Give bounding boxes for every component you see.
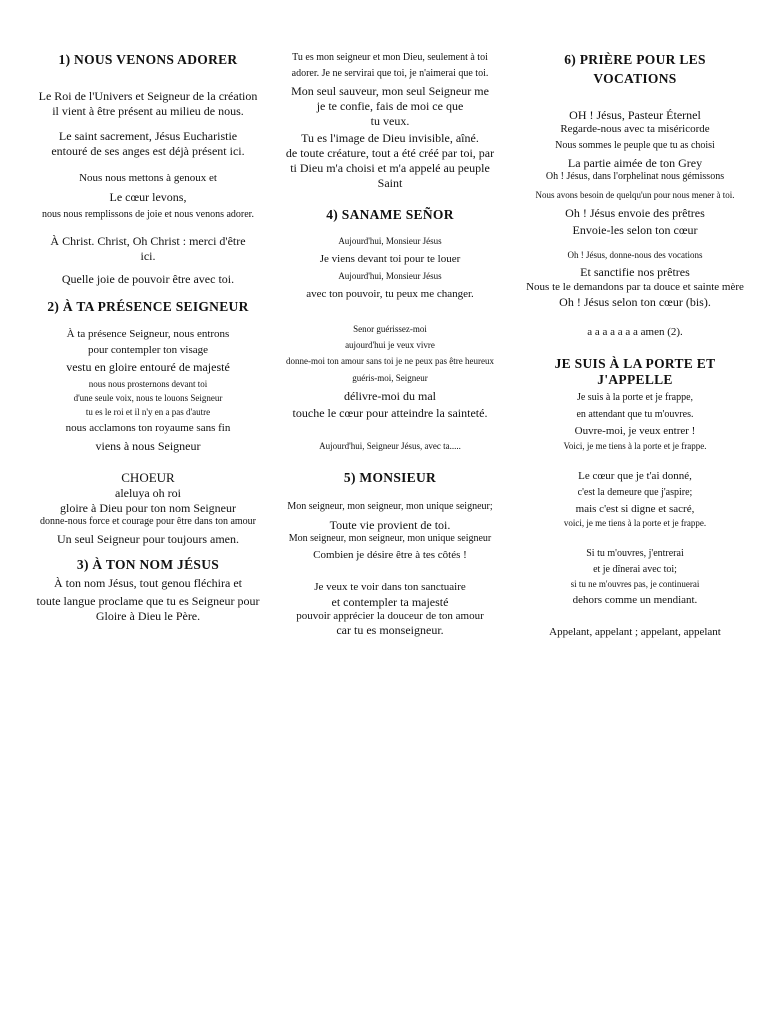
text-line: Envoie-les selon ton cœur bbox=[572, 222, 698, 237]
text-line: tu es le roi et il n'y en a pas d'autre bbox=[85, 407, 211, 417]
text-line: Aujourd'hui, Monsieur Jésus bbox=[338, 235, 442, 246]
text-line: Appelant, appelant ; appelant, appelant bbox=[549, 625, 721, 638]
text-line: Mon seigneur, mon seigneur, mon unique seigneur; bbox=[287, 501, 493, 512]
text-line: viens à nous Seigneur bbox=[95, 439, 201, 453]
heading-monsieur: 5) MONSIEUR bbox=[343, 470, 437, 486]
text-line: Et sanctifie nos prêtres bbox=[580, 265, 690, 279]
text-line: Je suis à la porte et je frappe, bbox=[576, 392, 694, 404]
text-line: gloire à Dieu pour ton nom Seigneur bbox=[60, 501, 236, 516]
heading-je-suis-a-la-porte: JE SUIS À LA PORTE ET bbox=[554, 355, 716, 371]
text-line: La partie aimée de ton Grey bbox=[567, 156, 703, 170]
text-line: Un seul Seigneur pour toujours amen. bbox=[57, 531, 239, 546]
text-line: Je veux te voir dans ton sanctuaire bbox=[314, 580, 466, 593]
column-3 bbox=[524, 48, 746, 639]
text-line: vestu en gloire entouré de majesté bbox=[66, 359, 230, 374]
text-line: Toute vie provient de toi. bbox=[329, 517, 451, 532]
text-line: Si tu m'ouvres, j'entrerai bbox=[586, 547, 684, 559]
text-line: Combien je désire être à tes côtés ! bbox=[313, 549, 467, 561]
text-line: Aujourd'hui, Seigneur Jésus, avec ta..... bbox=[319, 440, 461, 451]
text-line: a a a a a a a amen (2). bbox=[587, 325, 683, 338]
text-line: À Christ. Christ, Oh Christ : merci d'être bbox=[50, 234, 246, 249]
heading-priere-pour-les-vocations-line2: VOCATIONS bbox=[593, 70, 677, 86]
text-line: Oh ! Jésus, donne-nous des vocations bbox=[567, 249, 703, 260]
heading-je-suis-a-la-porte-line2: J'APPELLE bbox=[597, 372, 673, 388]
heading-a-ton-nom-jesus: 3) À TON NOM JÉSUS bbox=[76, 556, 220, 572]
text-line: car tu es monseigneur. bbox=[336, 623, 444, 638]
heading-nous-venons-adorer: 1) NOUS VENONS ADORER bbox=[58, 52, 238, 67]
text-line: Mon seigneur, mon seigneur, mon unique seigneur bbox=[288, 532, 492, 544]
text-line: OH ! Jésus, Pasteur Éternel bbox=[569, 107, 701, 122]
text-line: il vient à être présent au milieu de nous. bbox=[52, 103, 244, 118]
text-line: À ton nom Jésus, tout genou fléchira et bbox=[54, 575, 242, 590]
text-line: si tu ne m'ouvres pas, je continuerai bbox=[570, 578, 700, 589]
text-line: adorer. Je ne servirai que toi, je n'aimerai que toi. bbox=[291, 67, 489, 79]
text-line: Ouvre-moi, je veux entrer ! bbox=[574, 425, 696, 438]
text-line: Nous sommes le peuple que tu as choisi bbox=[555, 139, 715, 151]
text-line: je te confie, fais de moi ce que bbox=[316, 99, 464, 113]
text-line: pouvoir apprécier la douceur de ton amour bbox=[296, 609, 484, 622]
text-line: nous nous prosternons devant toi bbox=[88, 378, 208, 389]
text-line: dehors comme un mendiant. bbox=[572, 593, 698, 606]
text-line: guéris-moi, Seigneur bbox=[352, 372, 428, 383]
heading-priere-pour-les-vocations: 6) PRIÈRE POUR LES bbox=[564, 52, 706, 67]
text-line: Regarde-nous avec ta miséricorde bbox=[560, 122, 710, 135]
text-line: Oh ! Jésus selon ton cœur (bis). bbox=[559, 294, 711, 309]
text-line: ici. bbox=[140, 249, 156, 264]
text-line: Oh ! Jésus, dans l'orphelinat nous gémissons bbox=[545, 171, 725, 182]
text-line: aujourd'hui je veux vivre bbox=[345, 340, 435, 351]
heading-a-ta-presence-seigneur: 2) À TA PRÉSENCE SEIGNEUR bbox=[47, 299, 249, 315]
text-line: touche le cœur pour atteindre la sainteté. bbox=[292, 405, 488, 420]
choeur-label: CHOEUR bbox=[121, 470, 175, 485]
text-line: ti Dieu m'a choisi et m'a appelé au peuple bbox=[290, 161, 490, 175]
text-line: Tu es l'image de Dieu invisible, aîné. bbox=[301, 131, 479, 145]
text-line: entouré de ses anges est déjà présent ici. bbox=[51, 143, 245, 158]
column-1 bbox=[28, 48, 268, 624]
text-line: et je dînerai avec toi; bbox=[593, 564, 677, 575]
text-line: Tu es mon seigneur et mon Dieu, seulement à toi bbox=[292, 52, 488, 63]
text-line: Nous nous mettons à genoux et bbox=[79, 171, 217, 184]
text-line: Le cœur levons, bbox=[109, 189, 187, 204]
text-line: Senor guérissez-moi bbox=[353, 323, 427, 334]
text-line: Le cœur que je t'ai donné, bbox=[578, 470, 692, 483]
text-line: voici, je me tiens à la porte et je frappe. bbox=[563, 518, 707, 529]
text-line: donne-nous force et courage pour être dans ton amour bbox=[39, 516, 257, 528]
text-line: nous acclamons ton royaume sans fin bbox=[65, 422, 231, 435]
text-line: de toute créature, tout a été créé par toi, par bbox=[285, 146, 495, 160]
text-line: tu veux. bbox=[370, 114, 410, 128]
text-line: À ta présence Seigneur, nous entrons bbox=[66, 328, 230, 340]
text-line: Le Roi de l'Univers et Seigneur de la création bbox=[38, 88, 258, 103]
text-line: nous nous remplissons de joie et nous venons adorer. bbox=[42, 208, 254, 220]
text-line: toute langue proclame que tu es Seigneur pour bbox=[36, 593, 260, 608]
column-2 bbox=[284, 48, 496, 638]
text-line: donne-moi ton amour sans toi je ne peux pas être heureux bbox=[286, 356, 494, 367]
text-line: d'une seule voix, nous te louons Seigneur bbox=[73, 392, 223, 403]
text-line: Aujourd'hui, Monsieur Jésus bbox=[338, 270, 442, 281]
text-line: Saint bbox=[377, 176, 403, 190]
text-line: Voici, je me tiens à la porte et je frappe. bbox=[563, 441, 707, 451]
text-line: Nous te le demandons par ta douce et sainte mère bbox=[526, 281, 744, 293]
text-line: Nous avons besoin de quelqu'un pour nous mener à toi. bbox=[535, 189, 735, 200]
heading-saname-senor: 4) SANAME SEÑOR bbox=[326, 207, 454, 222]
text-line: délivre-moi du mal bbox=[344, 388, 436, 403]
text-line: aleluya oh roi bbox=[115, 486, 181, 501]
text-line: Le saint sacrement, Jésus Eucharistie bbox=[58, 128, 238, 143]
text-line: mais c'est si digne et sacré, bbox=[575, 502, 695, 515]
text-line: Mon seul sauveur, mon seul Seigneur me bbox=[291, 84, 489, 98]
text-line: pour contempler ton visage bbox=[87, 343, 209, 356]
text-line: Gloire à Dieu le Père. bbox=[95, 608, 201, 623]
text-line: Je viens devant toi pour te louer bbox=[319, 253, 461, 266]
text-line: Oh ! Jésus envoie des prêtres bbox=[565, 205, 705, 220]
text-line: Quelle joie de pouvoir être avec toi. bbox=[61, 272, 235, 287]
text-line: avec ton pouvoir, tu peux me changer. bbox=[306, 288, 474, 301]
text-line: c'est la demeure que j'aspire; bbox=[577, 487, 693, 498]
text-line: en attendant que tu m'ouvres. bbox=[576, 408, 694, 420]
text-line: et contempler ta majesté bbox=[331, 594, 449, 609]
